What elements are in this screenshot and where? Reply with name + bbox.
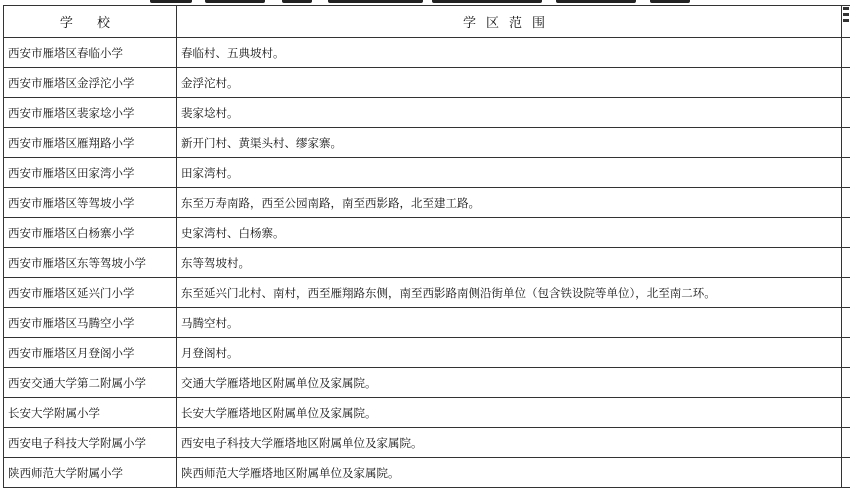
table-row — [4, 308, 850, 338]
extra-cell — [842, 128, 850, 158]
extra-cell — [842, 218, 850, 248]
table-row — [4, 128, 850, 158]
extra-cell — [842, 398, 850, 428]
table-header-row — [4, 6, 850, 38]
extra-cell — [842, 248, 850, 278]
table-row — [4, 398, 850, 428]
range-cell: 史家湾村、白杨寨。 — [177, 218, 842, 248]
range-cell: 交通大学雁塔地区附属单位及家属院。 — [177, 368, 842, 398]
table-row — [4, 338, 850, 368]
header-range: 学区范围 — [177, 6, 842, 38]
school-cell: 西安市雁塔区马腾空小学 — [4, 308, 177, 338]
extra-cell — [842, 278, 850, 308]
range-cell: 东等驾坡村。 — [177, 248, 842, 278]
range-cell: 东至万寿南路，西至公园南路，南至西影路，北至建工路。 — [177, 188, 842, 218]
school-cell: 西安电子科技大学附属小学 — [4, 428, 177, 458]
school-cell: 西安市雁塔区雁翔路小学 — [4, 128, 177, 158]
extra-cell — [842, 458, 850, 488]
extra-cell — [842, 98, 850, 128]
range-cell: 马腾空村。 — [177, 308, 842, 338]
extra-cell — [842, 38, 850, 68]
header-extra-column — [842, 6, 850, 38]
school-cell: 西安市雁塔区田家湾小学 — [4, 158, 177, 188]
table-row — [4, 188, 850, 218]
range-cell: 春临村、五典坡村。 — [177, 38, 842, 68]
range-cell: 金浮沱村。 — [177, 68, 842, 98]
table-row — [4, 218, 850, 248]
extra-cell — [842, 428, 850, 458]
extra-cell — [842, 158, 850, 188]
range-cell: 月登阁村。 — [177, 338, 842, 368]
range-cell: 陕西师范大学雁塔地区附属单位及家属院。 — [177, 458, 842, 488]
table-row — [4, 278, 850, 308]
extra-cell — [842, 338, 850, 368]
table-row — [4, 428, 850, 458]
range-cell: 东至延兴门北村、南村，西至雁翔路东侧，南至西影路南侧沿街单位（包含铁设院等单位），北至南二环。 — [177, 278, 842, 308]
school-district-table — [3, 5, 850, 488]
table-row — [4, 158, 850, 188]
school-cell: 西安市雁塔区延兴门小学 — [4, 278, 177, 308]
school-cell: 西安市雁塔区东等驾坡小学 — [4, 248, 177, 278]
header-school: 学 校 — [4, 6, 177, 38]
table-row — [4, 458, 850, 488]
range-cell: 裴家埝村。 — [177, 98, 842, 128]
range-cell: 新开门村、黄渠头村、缪家寨。 — [177, 128, 842, 158]
table-row — [4, 248, 850, 278]
school-cell: 西安市雁塔区白杨寨小学 — [4, 218, 177, 248]
school-cell: 长安大学附属小学 — [4, 398, 177, 428]
range-cell: 田家湾村。 — [177, 158, 842, 188]
table-row — [4, 38, 850, 68]
school-cell: 西安市雁塔区等驾坡小学 — [4, 188, 177, 218]
school-cell: 陕西师范大学附属小学 — [4, 458, 177, 488]
table-row — [4, 68, 850, 98]
table-row — [4, 98, 850, 128]
extra-cell — [842, 68, 850, 98]
school-cell: 西安市雁塔区月登阁小学 — [4, 338, 177, 368]
school-cell: 西安市雁塔区春临小学 — [4, 38, 177, 68]
school-cell: 西安市雁塔区金浮沱小学 — [4, 68, 177, 98]
extra-cell — [842, 188, 850, 218]
range-cell: 西安电子科技大学雁塔地区附属单位及家属院。 — [177, 428, 842, 458]
extra-cell — [842, 308, 850, 338]
school-cell: 西安交通大学第二附属小学 — [4, 368, 177, 398]
school-cell: 西安市雁塔区裴家埝小学 — [4, 98, 177, 128]
table-row — [4, 368, 850, 398]
extra-cell — [842, 368, 850, 398]
range-cell: 长安大学雁塔地区附属单位及家属院。 — [177, 398, 842, 428]
